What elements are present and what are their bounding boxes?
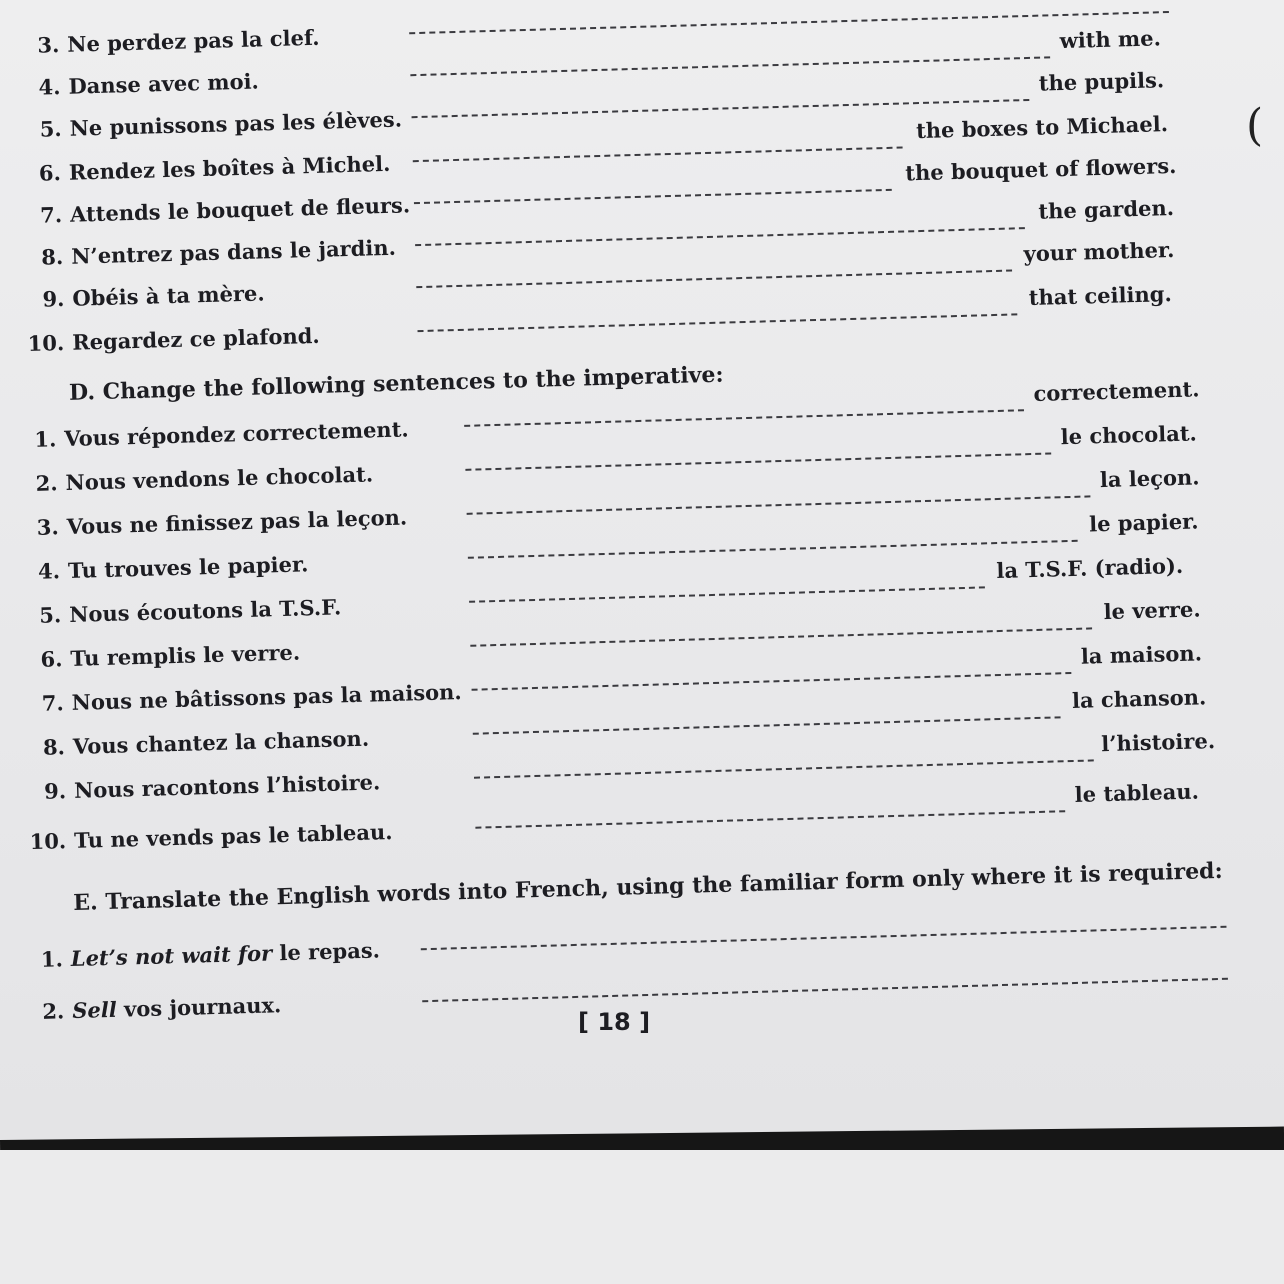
- item-tail: with me.: [1059, 25, 1162, 54]
- item-prompt: Regardez ce plafond.: [71, 322, 320, 355]
- item-prompt: Tu trouves le papier.: [67, 551, 309, 583]
- item-prompt: Ne perdez pas la clef.: [66, 24, 320, 57]
- section-e-heading: E. Translate the English words into French, using the familiar form only where it is required:: [72, 857, 1223, 916]
- item-tail: the pupils.: [1038, 67, 1165, 96]
- answer-blank[interactable]: [417, 313, 1017, 332]
- item-tail: la leçon.: [1099, 464, 1200, 493]
- item-tail: le papier.: [1088, 508, 1199, 537]
- answer-blank[interactable]: [473, 716, 1061, 734]
- item-number: 4.: [37, 558, 61, 584]
- item-prompt: Nous ne bâtissons pas la maison.: [71, 679, 462, 715]
- item-number: 2.: [35, 470, 58, 496]
- answer-blank[interactable]: [470, 627, 1092, 646]
- item-tail: l’histoire.: [1100, 728, 1216, 757]
- background-surface: [0, 1150, 1284, 1284]
- answer-blank[interactable]: [422, 978, 1228, 1003]
- item-prompt: Attends le bouquet de fleurs.: [69, 192, 411, 227]
- answer-blank[interactable]: [472, 672, 1072, 691]
- answer-blank[interactable]: [468, 540, 1078, 559]
- answer-blank[interactable]: [464, 409, 1024, 427]
- item-prompt: Ne punissons pas les élèves.: [69, 106, 403, 141]
- item-tail: the bouquet of flowers.: [904, 152, 1177, 186]
- section-d-heading: D. Change the following sentences to the imperative:: [68, 361, 724, 406]
- item-number: 7.: [39, 202, 63, 228]
- item-tail: le verre.: [1103, 596, 1201, 625]
- page-number: [ 18 ]: [578, 1008, 651, 1036]
- item-number: 3.: [36, 514, 60, 540]
- item-tail: the boxes to Michael.: [915, 111, 1169, 144]
- answer-blank[interactable]: [414, 189, 892, 204]
- item-prompt: Rendez les boîtes à Michel.: [68, 150, 391, 185]
- item-french-words: le repas.: [279, 937, 381, 966]
- item-tail: correctement.: [1033, 376, 1200, 406]
- answer-blank[interactable]: [475, 810, 1065, 828]
- answer-blank[interactable]: [409, 11, 1169, 34]
- item-tail: la maison.: [1080, 640, 1203, 669]
- answer-blank[interactable]: [421, 926, 1227, 951]
- answer-blank[interactable]: [469, 586, 985, 602]
- item-tail: le tableau.: [1074, 778, 1200, 807]
- item-number: 9.: [43, 778, 67, 804]
- item-tail: le chocolat.: [1060, 420, 1198, 450]
- item-number: 3.: [37, 32, 60, 58]
- item-english-words: Let’s not wait for: [70, 940, 273, 972]
- item-prompt: Danse avec moi.: [68, 68, 260, 99]
- item-tail: la T.S.F. (radio).: [996, 552, 1184, 584]
- margin-mark: (: [1246, 100, 1264, 151]
- item-prompt: N’entrez pas dans le jardin.: [70, 234, 397, 269]
- item-number: 1.: [34, 426, 57, 452]
- item-number: 4.: [38, 74, 61, 100]
- item-prompt: Nous écoutons la T.S.F.: [68, 594, 342, 627]
- item-number: 2.: [42, 998, 65, 1024]
- item-prompt: Nous racontons l’histoire.: [73, 769, 381, 803]
- item-number: 6.: [40, 646, 63, 672]
- item-prompt: Nous vendons le chocolat.: [65, 461, 374, 496]
- item-prompt: Vous ne finissez pas la leçon.: [66, 504, 408, 539]
- item-prompt: Obéis à ta mère.: [72, 280, 265, 311]
- item-english-words: Sell: [71, 996, 118, 1024]
- item-number: 8.: [40, 243, 64, 270]
- item-prompt: Vous chantez la chanson.: [72, 725, 370, 759]
- item-number: 10.: [29, 828, 67, 855]
- item-number: 5.: [39, 115, 63, 142]
- answer-blank[interactable]: [413, 147, 903, 163]
- item-prompt: Tu remplis le verre.: [70, 639, 301, 671]
- answer-blank[interactable]: [467, 495, 1091, 514]
- item-prompt: Vous répondez correctement.: [63, 416, 409, 452]
- answer-blank[interactable]: [474, 759, 1094, 778]
- item-tail: la chanson.: [1071, 684, 1207, 713]
- item-prompt: Tu ne vends pas le tableau.: [73, 819, 393, 853]
- item-number: 10.: [27, 329, 65, 357]
- item-number: 8.: [42, 734, 66, 760]
- answer-blank[interactable]: [412, 99, 1030, 118]
- answer-blank[interactable]: [416, 269, 1012, 288]
- item-number: 5.: [38, 602, 62, 628]
- item-number: 9.: [42, 285, 65, 312]
- item-number: 6.: [38, 160, 62, 186]
- answer-blank[interactable]: [465, 452, 1051, 470]
- answer-blank[interactable]: [415, 227, 1025, 246]
- item-tail: your mother.: [1023, 236, 1175, 267]
- item-tail: the garden.: [1038, 194, 1175, 224]
- item-tail: that ceiling.: [1028, 281, 1173, 311]
- item-french-words: vos journaux.: [123, 992, 282, 1022]
- item-number: 7.: [41, 690, 65, 716]
- item-number: 1.: [40, 946, 64, 972]
